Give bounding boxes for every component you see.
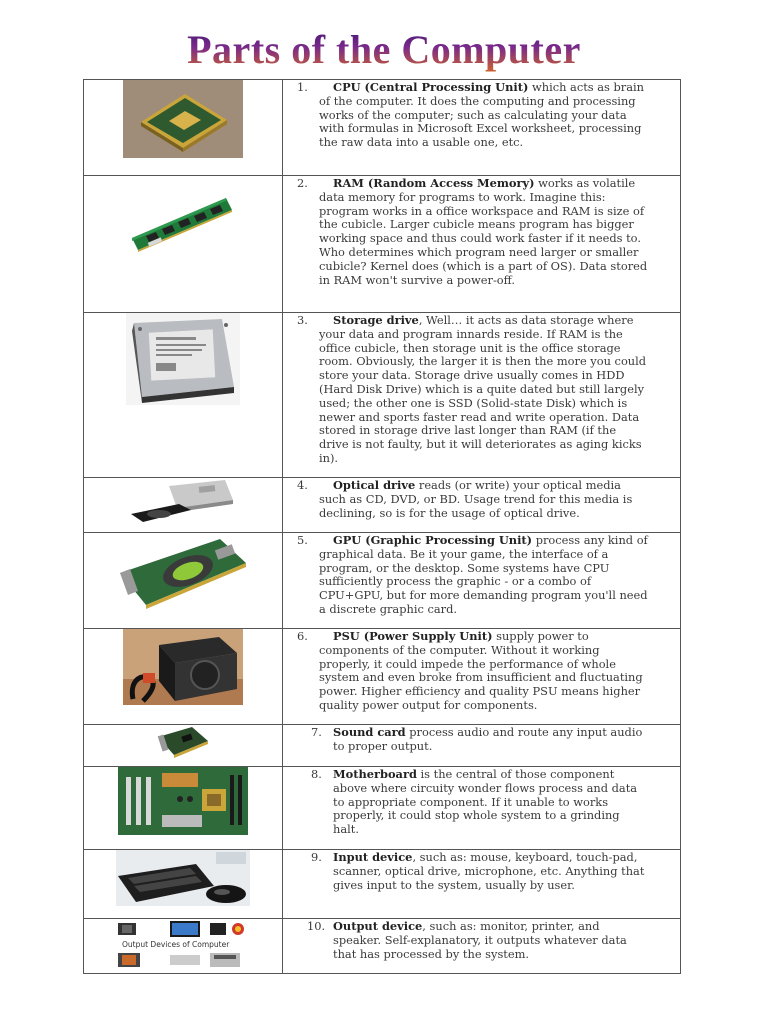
item-number: 6.	[297, 629, 308, 643]
item-text: , Well… it acts as data storage where your data and program innards reside. If RAM is the office cubicle, then storage unit is the office storage room. Obviously, the larger it is then the more you could store your data. Storage drive usually comes in HDD (Hard Disk Drive) which is a quite dated but still largely used; the other one is SSD (Solid-state Disk) which is newer and sports faster read and write operation. Data stored in storage drive last longer than RAM (if the drive is not faulty, but it will deteriorates as aging kicks in).	[319, 313, 647, 465]
description-cell	[283, 478, 681, 533]
item-term: CPU (Central Processing Unit)	[333, 80, 529, 94]
item-term: Storage drive	[333, 313, 419, 327]
table-row	[84, 919, 681, 974]
optical-drive-image	[129, 478, 237, 524]
item-description	[283, 919, 680, 965]
sound-card-image	[156, 725, 210, 759]
description-cell	[283, 80, 681, 176]
ram-stick-image	[128, 176, 238, 266]
output-devices-caption: Output Devices of Computer	[122, 940, 230, 949]
table-row	[84, 850, 681, 919]
hard-drive-image	[126, 313, 240, 405]
item-description	[283, 478, 680, 524]
item-term: PSU (Power Supply Unit)	[333, 629, 493, 643]
item-term: Input device	[333, 850, 413, 864]
description-cell	[283, 176, 681, 313]
item-number: 9.	[311, 850, 322, 864]
item-text: reads (or write) your optical media such as CD, DVD, or BD. Usage trend for this media is declining, so is for the usage of optical drive.	[319, 478, 633, 520]
description-cell	[283, 725, 681, 767]
table-row	[84, 629, 681, 725]
item-term: Output device	[333, 919, 423, 933]
parts-table	[83, 79, 681, 974]
image-cell	[84, 478, 283, 533]
table-row	[84, 80, 681, 176]
motherboard-image	[118, 767, 248, 835]
image-cell	[84, 176, 283, 313]
item-number: 8.	[311, 767, 322, 781]
output-devices-image	[114, 919, 252, 971]
table-row	[84, 767, 681, 850]
item-term: RAM (Random Access Memory)	[333, 176, 535, 190]
description-cell	[283, 313, 681, 478]
item-description	[283, 850, 680, 896]
item-text: is the central of those component above where circuity wonder flows process and data to appropriate component. If it unable to works properly, it could stop whole system to a grinding halt.	[333, 767, 638, 837]
item-term: GPU (Graphic Processing Unit)	[333, 533, 533, 547]
item-term: Motherboard	[333, 767, 417, 781]
image-cell	[84, 767, 283, 850]
image-cell	[84, 725, 283, 767]
image-cell	[84, 919, 283, 974]
image-cell	[84, 80, 283, 176]
item-text: supply power to components of the computer. Without it working properly, it could impede the performance of whole system and even broke from insufficient and fluctuating power. Higher efficiency and quality PSU means higher quality power output for components.	[319, 629, 643, 712]
item-number: 4.	[297, 478, 308, 492]
item-term: Optical drive	[333, 478, 416, 492]
item-number: 3.	[297, 313, 308, 327]
image-cell	[84, 533, 283, 629]
item-text: works as volatile data memory for programs to work. Imagine this: program works in a office workspace and RAM is size of the cubicle. Larger cubicle means program has bigger working space and thus could work faster if it needs to. Who determines which program need larger or smaller cubicle? Kernel does (which is a part of OS). Data stored in RAM won't survive a power-off.	[319, 176, 648, 287]
image-cell	[84, 850, 283, 919]
cpu-chip-image	[123, 80, 243, 158]
item-description	[283, 767, 680, 841]
item-description	[283, 725, 680, 758]
item-description	[283, 533, 680, 621]
description-cell	[283, 533, 681, 629]
table-row	[84, 176, 681, 313]
item-number: 10.	[307, 919, 326, 933]
description-cell	[283, 850, 681, 919]
table-row	[84, 313, 681, 478]
item-description	[283, 80, 680, 154]
item-description	[283, 176, 680, 291]
table-row	[84, 478, 681, 533]
image-cell	[84, 313, 283, 478]
description-cell	[283, 629, 681, 725]
description-cell	[283, 767, 681, 850]
item-description	[283, 313, 680, 470]
page-title: Parts of the Computer	[0, 26, 768, 73]
item-number: 2.	[297, 176, 308, 190]
power-supply-image	[123, 629, 243, 705]
table-row	[84, 725, 681, 767]
keyboard-mouse-image	[116, 850, 250, 906]
image-cell	[84, 629, 283, 725]
table-row	[84, 533, 681, 629]
item-term: Sound card	[333, 725, 406, 739]
item-number: 7.	[311, 725, 322, 739]
item-text: , such as: mouse, keyboard, touch-pad, scanner, optical drive, microphone, etc. Anything that gives input to the system, usually by user.	[333, 850, 645, 892]
graphics-card-image	[116, 533, 250, 611]
item-text: process any kind of graphical data. Be it your game, the interface of a program, or the desktop. Some systems have CPU sufficiently process the graphic - or a combo of CPU+GPU, but for more demanding program you'll need a discrete graphic card.	[319, 533, 648, 616]
item-number: 5.	[297, 533, 308, 547]
item-text: , such as: monitor, printer, and speaker. Self-explanatory, it outputs whatever data that has processed by the system.	[333, 919, 627, 961]
item-description	[283, 629, 680, 717]
description-cell	[283, 919, 681, 974]
item-number: 1.	[297, 80, 308, 94]
item-text: process audio and route any input audio to proper output.	[333, 725, 643, 753]
item-text: which acts as brain of the computer. It does the computing and processing works of the computer; such as calculating your data with formulas in Microsoft Excel worksheet, processing the raw data into a usable one, etc.	[319, 80, 645, 150]
